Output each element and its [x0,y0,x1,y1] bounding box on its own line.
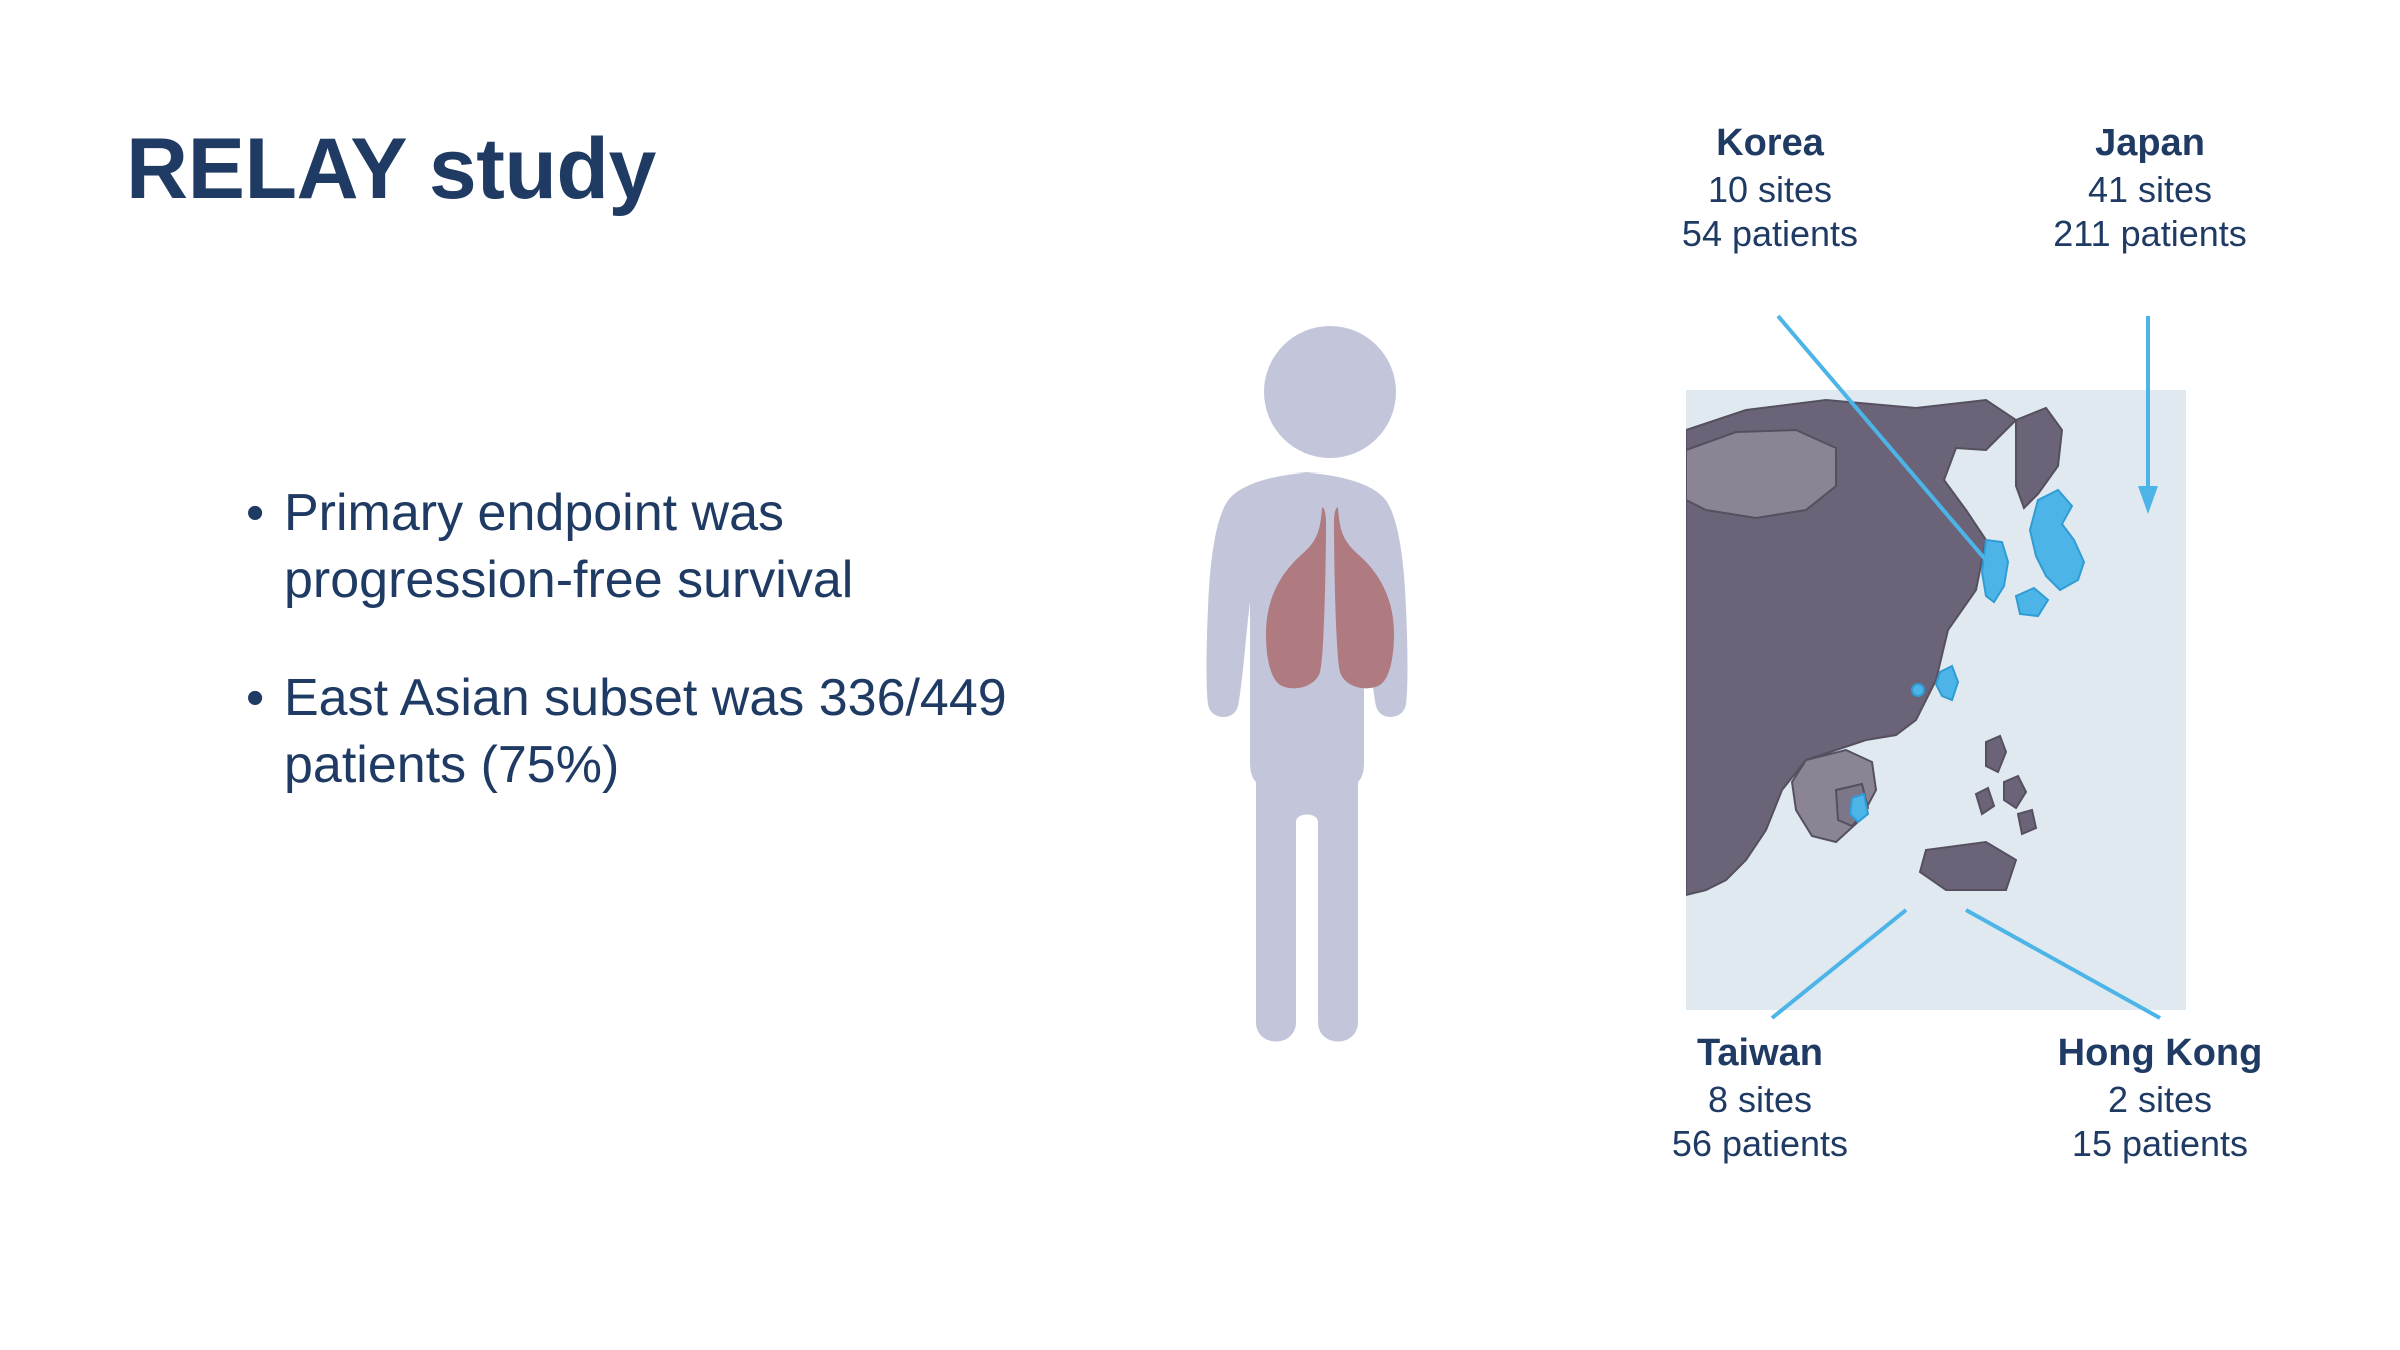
map-label-patients: 54 patients [1681,213,1859,255]
map-label-name: Japan [2095,122,2205,164]
map-graphic [1686,390,2186,1010]
list-item: • East Asian subset was 336/449 patients (75%) [240,665,1080,798]
map-label-name: Korea [1716,122,1824,164]
bullet-list [240,480,1080,850]
human-body-illustration [1150,320,1510,1160]
map-label-sites: 10 sites [1707,169,1833,211]
map-label-hong-kong [2000,1030,2320,1166]
map-label-japan [2000,120,2300,256]
map-image [1686,390,2186,1010]
map-label-patients: 15 patients [2071,1123,2249,1165]
map-label-patients: 56 patients [1671,1123,1849,1165]
map-label-name: Hong Kong [2057,1032,2263,1074]
map-label-taiwan [1610,1030,1910,1166]
page-title: RELAY study [126,121,656,217]
map-label-korea [1620,120,1920,256]
east-asia-map-block [1600,120,2340,1240]
map-label-sites: 2 sites [2107,1079,2213,1121]
list-item: • Primary endpoint was progression-free survival [240,480,1080,613]
map-label-sites: 41 sites [2087,169,2213,211]
map-label-name: Taiwan [1697,1032,1823,1074]
map-label-sites: 8 sites [1707,1079,1813,1121]
map-label-patients: 211 patients [2053,213,2247,255]
